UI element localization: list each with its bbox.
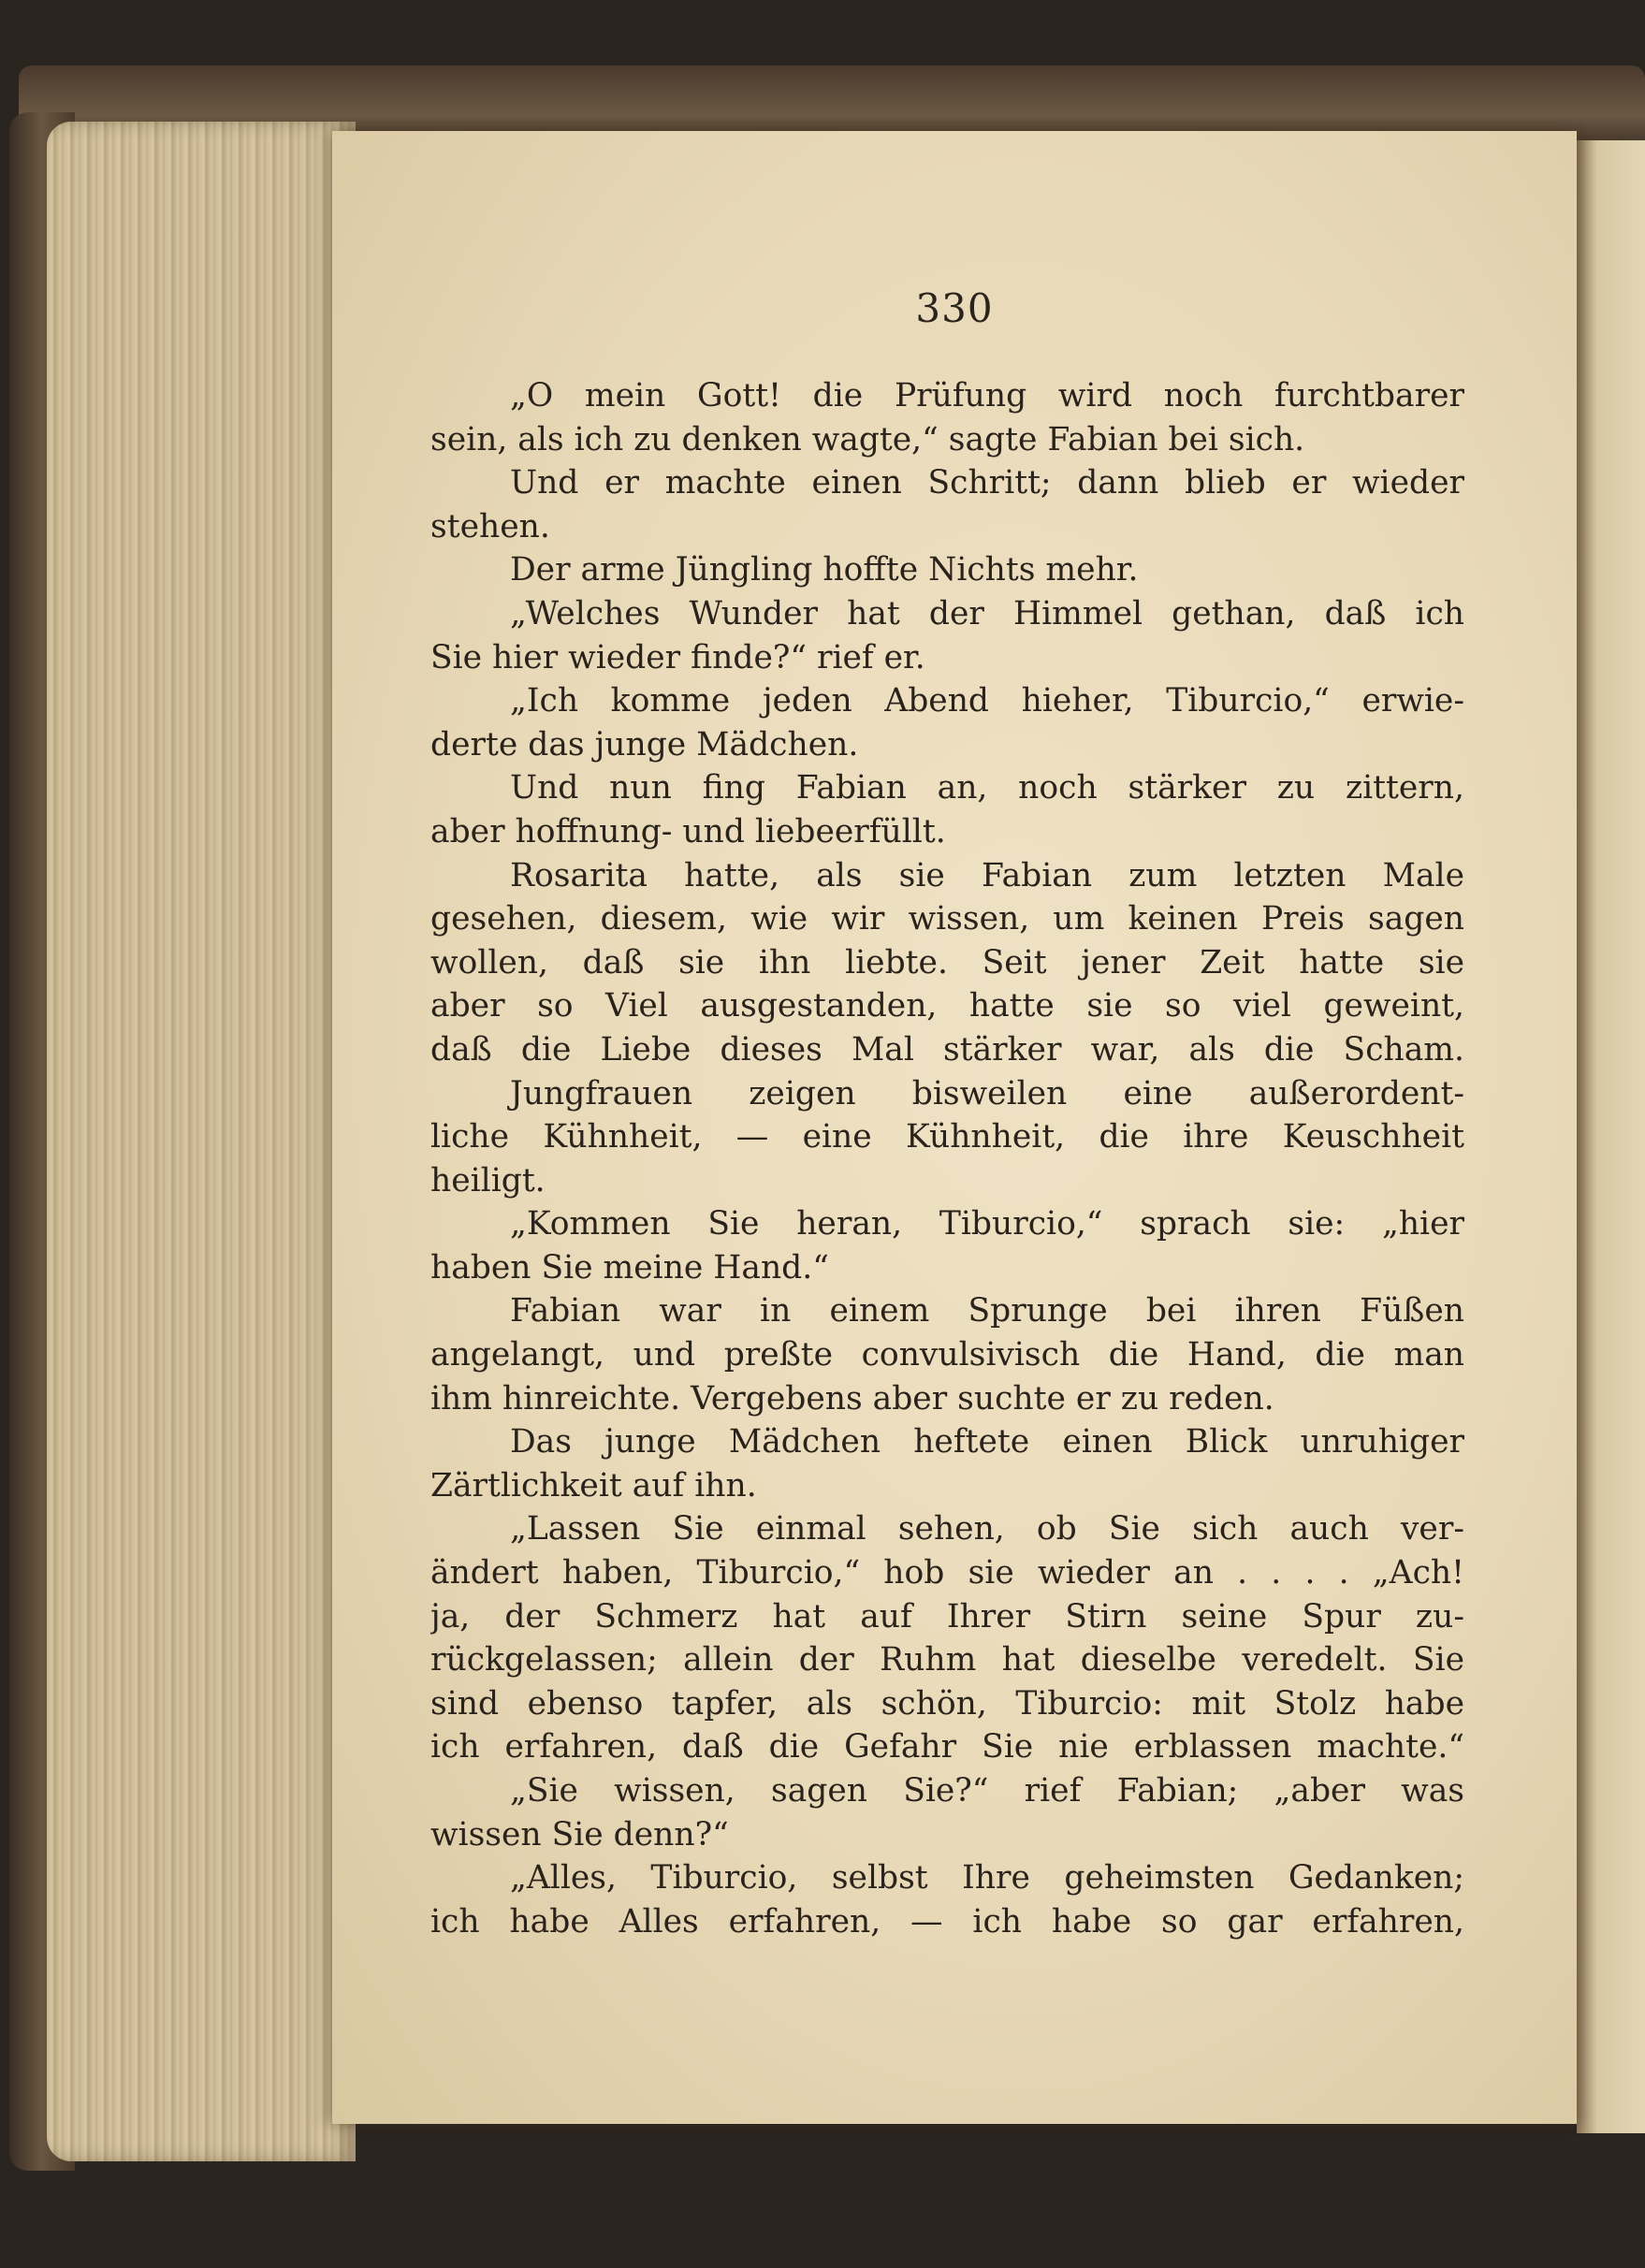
text-line: ja, der Schmerz hat auf Ihrer Stirn seine Spur zu- <box>430 1597 1464 1636</box>
text-line: Sie hier wieder finde?“ rief er. <box>430 638 925 676</box>
text-line: Jungfrauen zeigen bisweilen eine außerordent- <box>510 1074 1464 1112</box>
text-line: Der arme Jüngling hoffte Nichts mehr. <box>510 551 1139 589</box>
text-line: „O mein Gott! die Prüfung wird noch furchtbarer <box>510 377 1464 414</box>
facing-page-edge <box>1577 140 1645 2133</box>
page-number: 330 <box>915 285 994 331</box>
text-line: sind ebenso tapfer, als schön, Tiburcio: mit Stolz habe <box>430 1684 1464 1723</box>
text-line: haben Sie meine Hand.“ <box>430 1248 829 1287</box>
text-line: Und er machte einen Schritt; dann blieb er wieder <box>510 464 1464 502</box>
text-line: aber so Viel ausgestanden, hatte sie so viel geweint, <box>430 987 1464 1025</box>
text-line: wissen Sie denn?“ <box>430 1815 729 1854</box>
page-body-text <box>430 374 1464 1943</box>
text-line: Rosarita hatte, als sie Fabian zum letzten Male <box>510 856 1464 894</box>
text-line: „Ich komme jeden Abend hieher, Tiburcio,“ erwie- <box>510 682 1464 720</box>
text-line: Fabian war in einem Sprunge bei ihren Füßen <box>510 1292 1464 1330</box>
text-line: heiligt. <box>430 1161 546 1199</box>
text-line: Und nun fing Fabian an, noch stärker zu zittern, <box>510 769 1464 807</box>
stacked-page-edges <box>47 122 356 2161</box>
text-line: ich habe Alles erfahren, — ich habe so gar erfahren, <box>430 1902 1464 1941</box>
text-line: liche Kühnheit, — eine Kühnheit, die ihre Keuschheit <box>430 1118 1464 1156</box>
text-line: stehen. <box>430 507 550 545</box>
text-line: derte das junge Mädchen. <box>430 725 859 763</box>
text-line: Das junge Mädchen heftete einen Blick unruhiger <box>510 1423 1464 1461</box>
text-line: ich erfahren, daß die Gefahr Sie nie erblassen machte.“ <box>430 1728 1464 1766</box>
text-line: „Sie wissen, sagen Sie?“ rief Fabian; „aber was <box>510 1772 1464 1810</box>
text-line: gesehen, diesem, wie wir wissen, um keinen Preis sagen <box>430 900 1464 938</box>
text-line: ändert haben, Tiburcio,“ hob sie wieder an . . . . „Ach! <box>430 1554 1464 1592</box>
text-line: sein, als ich zu denken wagte,“ sagte Fabian bei sich. <box>430 420 1305 458</box>
text-line: ihm hinreichte. Vergebens aber suchte er zu reden. <box>430 1379 1274 1418</box>
text-line: daß die Liebe dieses Mal stärker war, als die Scham. <box>430 1030 1464 1069</box>
text-line: angelangt, und preßte convulsivisch die Hand, die man <box>430 1336 1464 1374</box>
text-line: „Alles, Tiburcio, selbst Ihre geheimsten Gedanken; <box>510 1859 1464 1897</box>
text-line: rückgelassen; allein der Ruhm hat dieselbe veredelt. Sie <box>430 1641 1464 1679</box>
text-line: Zärtlichkeit auf ihn. <box>430 1466 757 1505</box>
text-line: aber hoffnung- und liebeerfüllt. <box>430 812 946 850</box>
text-line: „Lassen Sie einmal sehen, ob Sie sich auch ver- <box>510 1510 1464 1548</box>
text-line: „Welches Wunder hat der Himmel gethan, daß ich <box>510 594 1464 632</box>
book-page <box>332 131 1577 2124</box>
text-line: „Kommen Sie heran, Tiburcio,“ sprach sie: „hier <box>510 1205 1464 1243</box>
text-line: wollen, daß sie ihn liebte. Seit jener Zeit hatte sie <box>430 943 1464 981</box>
